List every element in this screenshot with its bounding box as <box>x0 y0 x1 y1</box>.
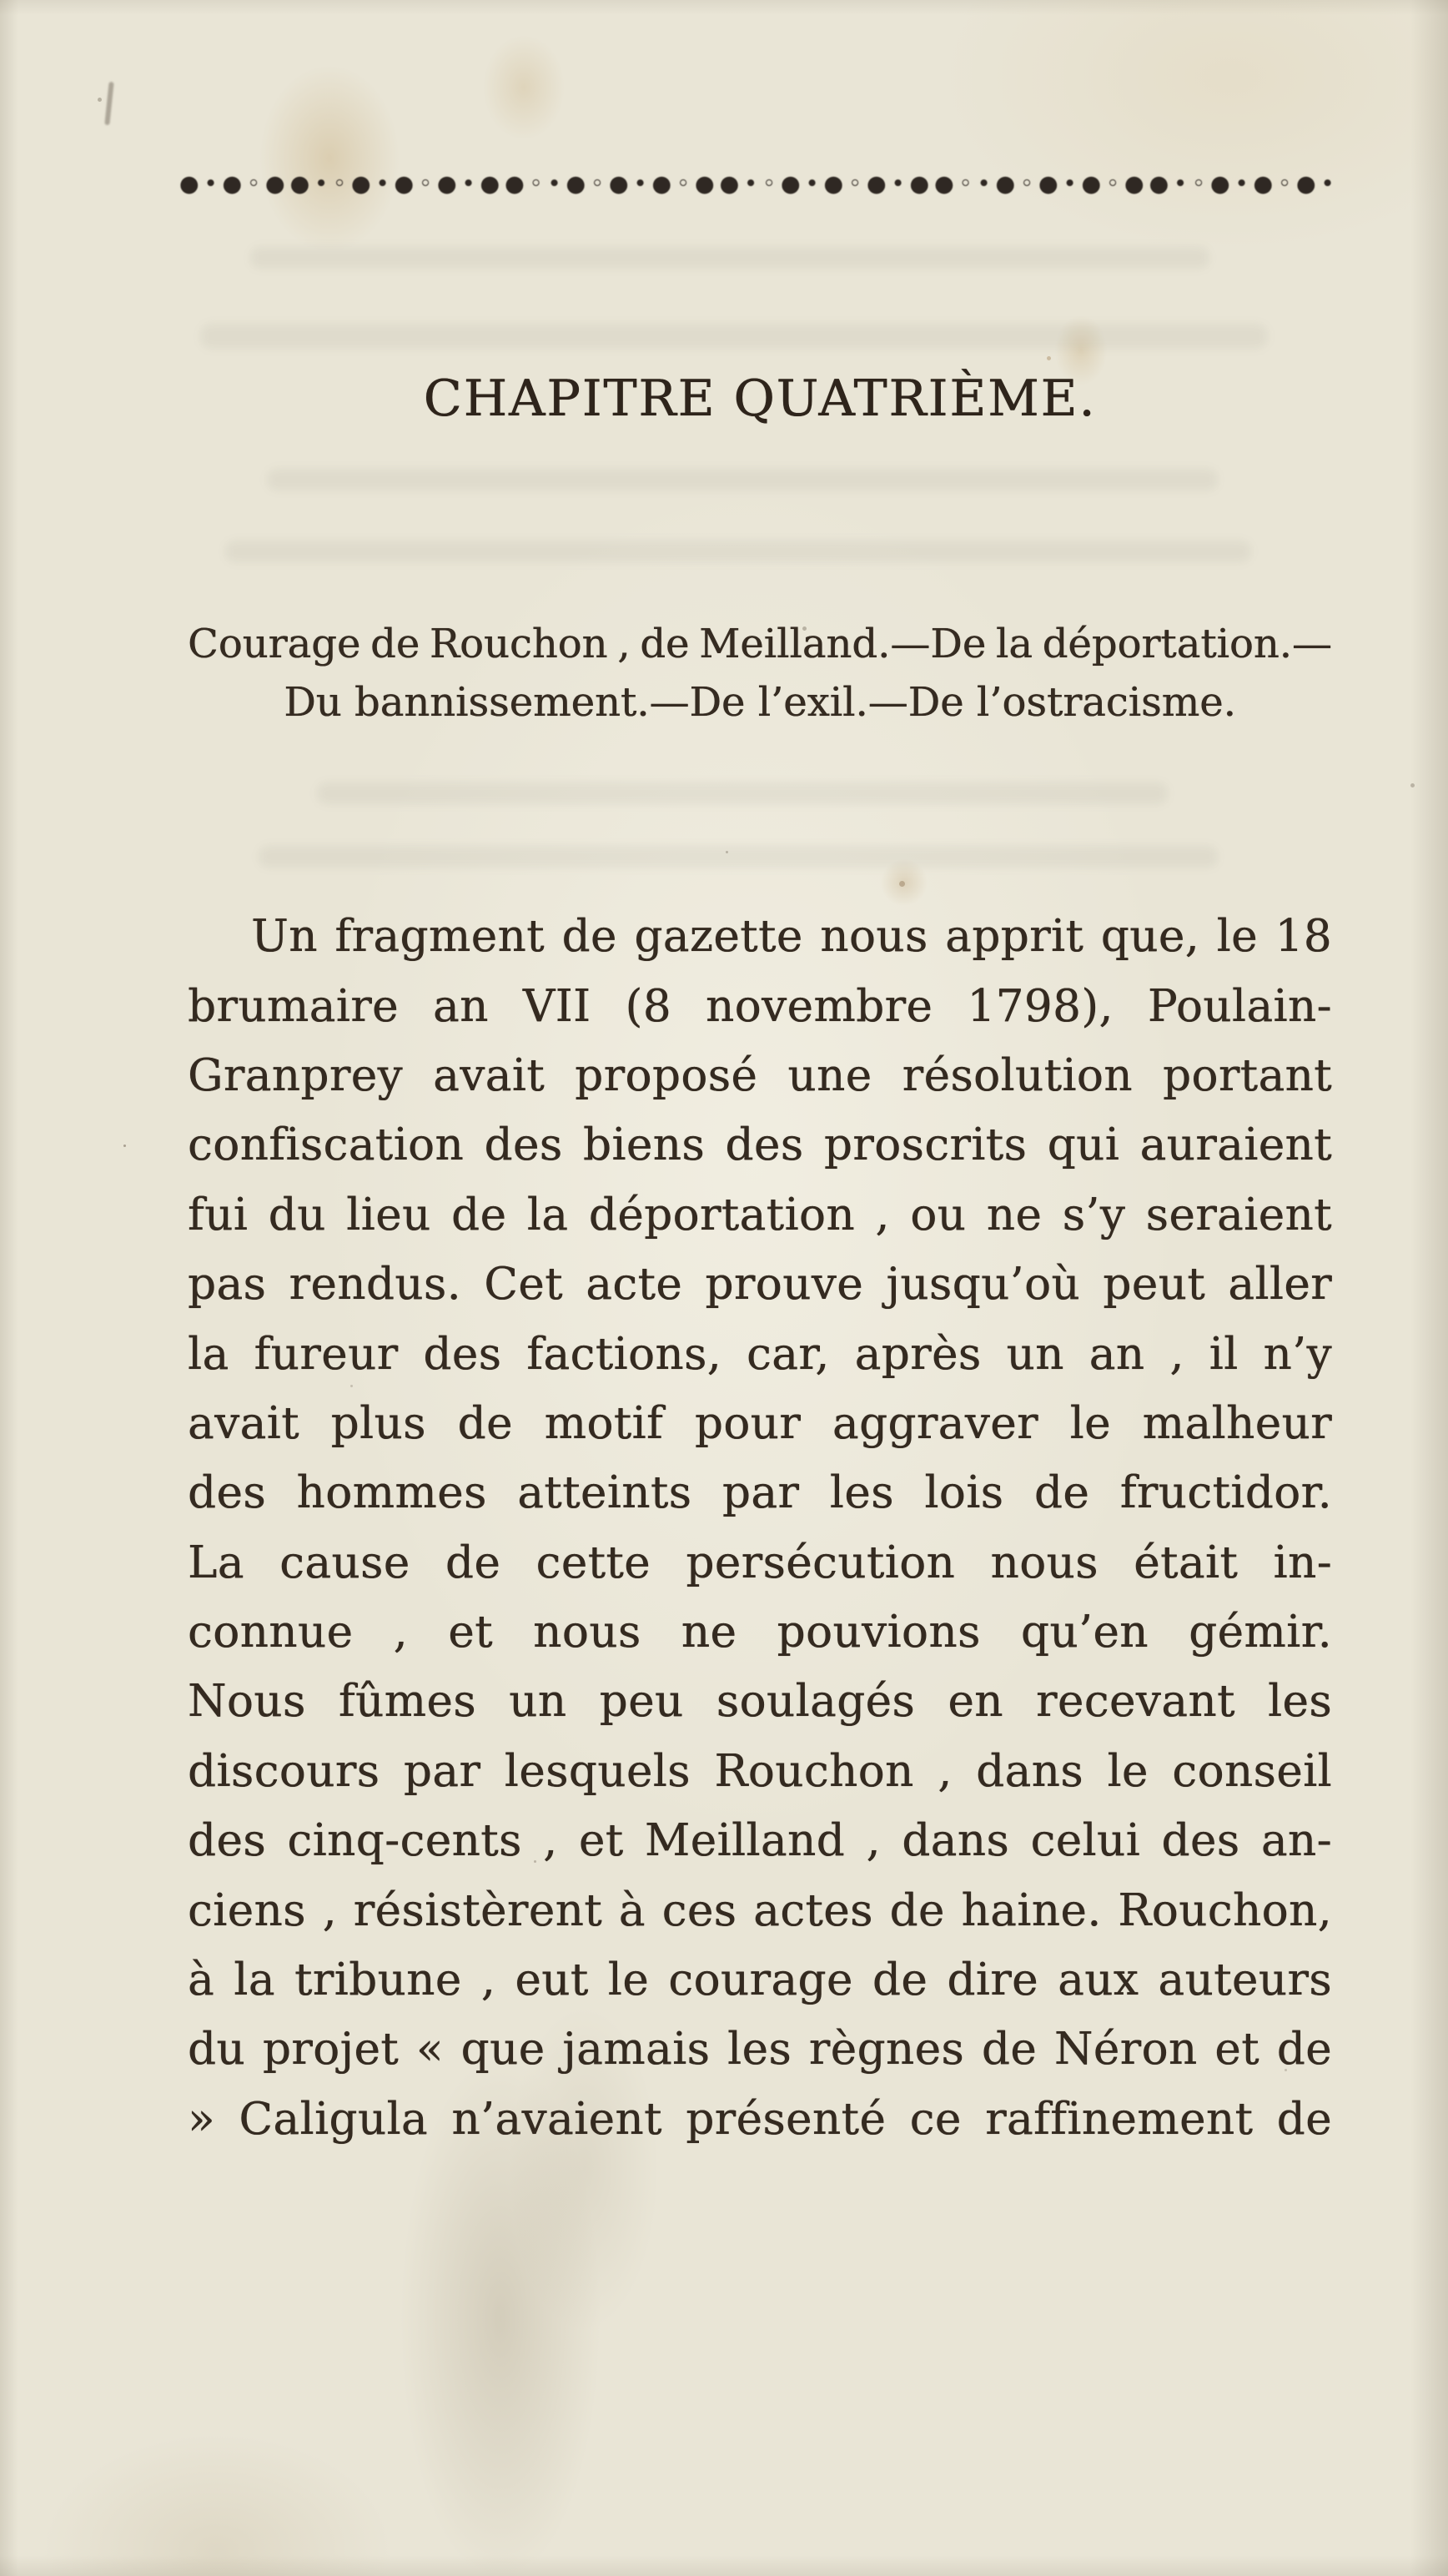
ornament-dot: • <box>891 170 905 197</box>
body-paragraph <box>188 902 1332 2154</box>
paper-specks <box>0 0 3 3</box>
pen-smudge <box>104 82 113 125</box>
body-line: fui du lieu de la déportation , ou ne s’y seraient <box>188 1189 1332 1240</box>
ornament-dot: ● <box>265 170 285 197</box>
ornament-dot: ● <box>1081 170 1102 197</box>
body-line: confiscation des biens des proscrits qui auraient <box>188 1119 1332 1171</box>
ornament-dot: ● <box>351 170 371 197</box>
ornament-dot: • <box>547 170 561 197</box>
ornament-dot: • <box>805 170 819 197</box>
page-showthrough <box>259 846 1218 868</box>
body-line: du projet « que jamais les règnes de Néron et de <box>188 2024 1332 2075</box>
summary-line: Courage de Rouchon , de Meilland.—De la déportation.— <box>188 621 1332 667</box>
ornament-dot: ● <box>695 170 715 197</box>
body-line: discours par lesquels Rouchon , dans le conseil <box>188 1745 1332 1797</box>
ornament-dot: ◦ <box>1020 170 1033 197</box>
body-line: à la tribune , eut le courage de dire aux auteurs <box>188 1955 1332 2006</box>
ornament-dot: ● <box>505 170 525 197</box>
body-line: brumaire an VII (8 novembre 1798), Poulain- <box>188 980 1332 1032</box>
ornament-dot: • <box>633 170 647 197</box>
ornament-dot: ◦ <box>333 170 346 197</box>
chapter-heading: CHAPITRE QUATRIÈME. <box>423 370 1097 428</box>
ornament-dot: ● <box>1124 170 1144 197</box>
ornament-dot: ● <box>1210 170 1230 197</box>
page-showthrough <box>317 782 1168 804</box>
ornament-dot: • <box>375 170 390 197</box>
page-showthrough <box>200 324 1268 349</box>
ornament-dot: • <box>1174 170 1188 197</box>
ornament-dot: ◦ <box>591 170 604 197</box>
ornament-dot: ◦ <box>848 170 862 197</box>
ornament-dot: ◦ <box>247 170 260 197</box>
ornament-dot: ● <box>909 170 930 197</box>
ornament-dot: ● <box>823 170 844 197</box>
ornament-dot: • <box>461 170 475 197</box>
ornament-dot: • <box>1063 170 1077 197</box>
ornament-dot: ● <box>781 170 801 197</box>
ornament-dot: ● <box>867 170 887 197</box>
ornament-dot: ◦ <box>419 170 432 197</box>
body-line: des hommes atteints par les lois de fructidor. <box>188 1467 1332 1519</box>
ornament-dot: • <box>1234 170 1249 197</box>
ornament-dot: ● <box>222 170 243 197</box>
summary-line: Du bannissement.—De l’exil.—De l’ostracisme. <box>284 679 1236 726</box>
ornament-dot: ◦ <box>676 170 690 197</box>
ornament-dot: ◦ <box>958 170 973 197</box>
ornament-dot: ● <box>480 170 500 197</box>
ornament-dot: ● <box>1296 170 1316 197</box>
ornament-dot: ● <box>651 170 672 197</box>
ornament-dot: ● <box>934 170 954 197</box>
ornament-dot: ◦ <box>529 170 543 197</box>
ornament-dot: ● <box>1038 170 1058 197</box>
body-line: Un fragment de gazette nous apprit que, le 18 <box>251 911 1332 963</box>
ornament-dot: ● <box>719 170 740 197</box>
ornament-dot: • <box>977 170 991 197</box>
ornament-dot: ● <box>1253 170 1274 197</box>
ornament-dot: ● <box>437 170 457 197</box>
body-line: pas rendus. Cet acte prouve jusqu’où peut aller <box>188 1259 1332 1311</box>
ornament-dot: ◦ <box>762 170 776 197</box>
ornament-dot: • <box>314 170 329 197</box>
body-line: connue , et nous ne pouvions qu’en gémir. <box>188 1607 1332 1658</box>
body-line: Nous fûmes un peu soulagés en recevant les <box>188 1676 1332 1728</box>
page-showthrough <box>267 469 1218 491</box>
ornament-dot: ● <box>394 170 415 197</box>
page-showthrough <box>225 541 1251 562</box>
ornament-dot: ● <box>179 170 199 197</box>
body-line: » Caligula n’avaient présenté ce raffinement de <box>188 2093 1332 2145</box>
printer-ornament-row <box>179 169 1335 198</box>
ornament-dot: ● <box>995 170 1016 197</box>
ornament-dot: • <box>744 170 758 197</box>
ornament-dot: ● <box>1149 170 1169 197</box>
body-line: la fureur des factions, car, après un an , il n’y <box>188 1328 1332 1380</box>
page-showthrough <box>250 247 1209 269</box>
body-line: Granprey avait proposé une résolution portant <box>188 1049 1332 1101</box>
ornament-dot: ◦ <box>1278 170 1291 197</box>
ornament-dot: ◦ <box>1192 170 1205 197</box>
chapter-summary <box>188 615 1332 732</box>
body-line: des cinq-cents , et Meilland , dans celui des an- <box>188 1815 1332 1867</box>
ornament-dot: • <box>204 170 218 197</box>
ornament-dot: ● <box>609 170 629 197</box>
body-line: avait plus de motif pour aggraver le malheur <box>188 1397 1332 1449</box>
body-line: ciens , résistèrent à ces actes de haine. Rouchon, <box>188 1884 1332 1936</box>
ornament-dot: ● <box>566 170 586 197</box>
ornament-dot: ◦ <box>1106 170 1119 197</box>
body-line: La cause de cette persécution nous était in- <box>188 1537 1332 1588</box>
ornament-dot: ● <box>289 170 310 197</box>
ornament-dot: • <box>1320 170 1335 197</box>
